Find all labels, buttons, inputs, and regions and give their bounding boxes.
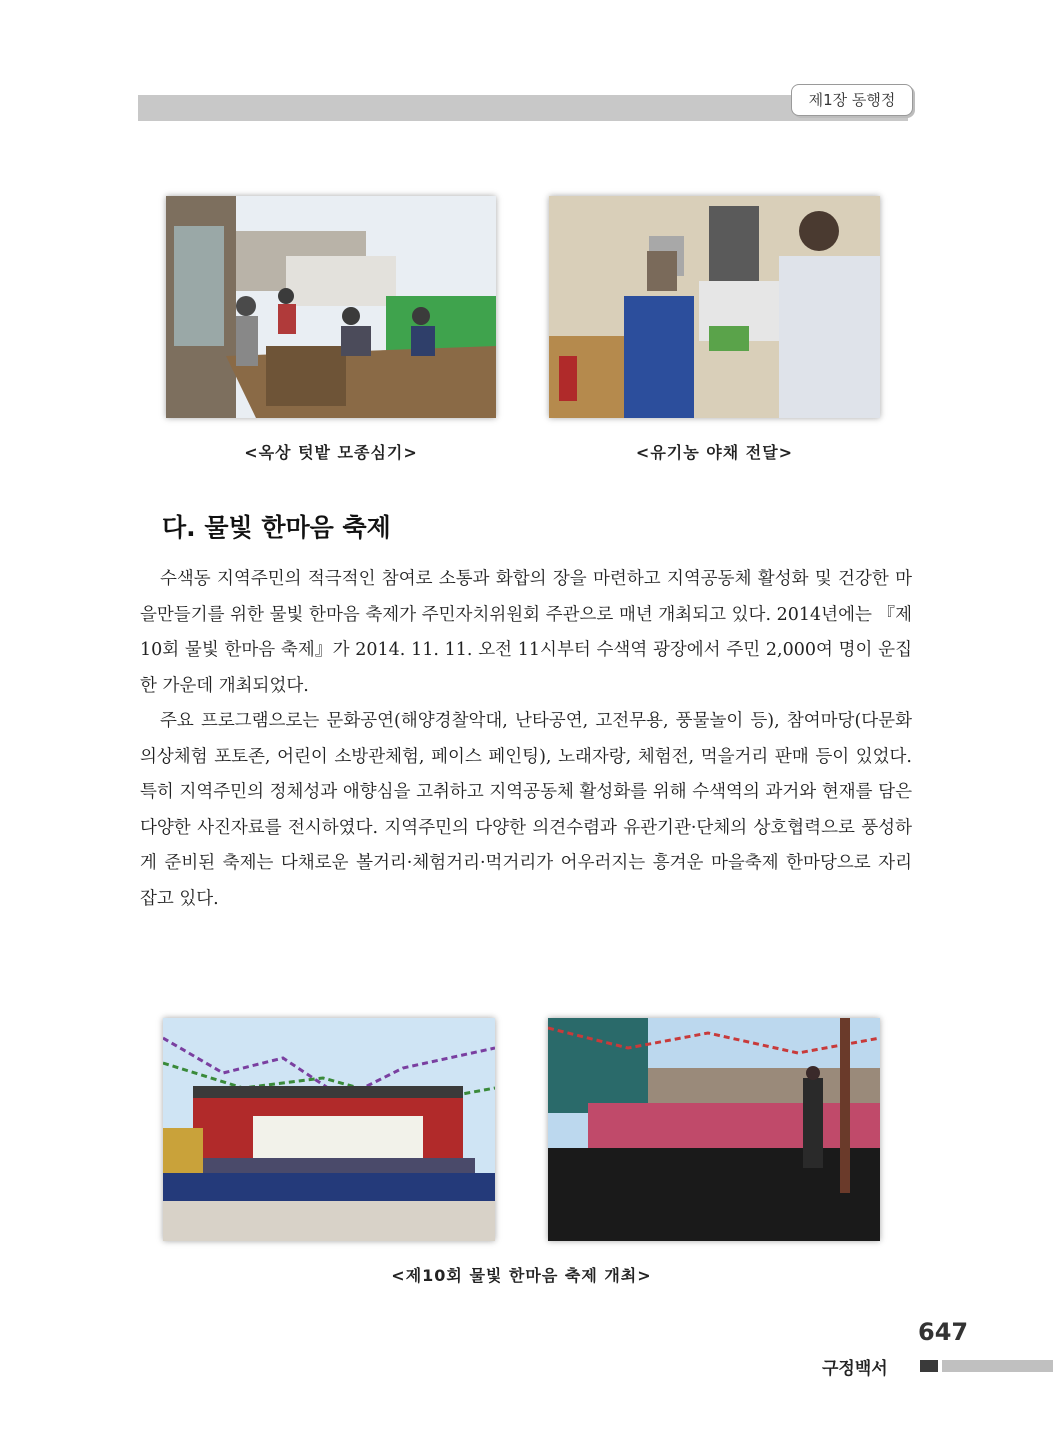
photo-festival-stage [163, 1018, 495, 1241]
page-number: 647 [918, 1318, 969, 1346]
photo-vegetable-delivery [549, 196, 880, 418]
footer-bar [942, 1360, 1053, 1372]
chapter-tab: 제1장 동행정 [791, 84, 913, 116]
caption-vegetable-delivery: <유기농 야채 전달> [635, 443, 794, 462]
photo-festival-crowd [548, 1018, 880, 1241]
caption-rooftop-garden: <옥상 텃밭 모종심기> [244, 443, 418, 462]
paragraph-2: 주요 프로그램으로는 문화공연(해양경찰악대, 난타공연, 고전무용, 풍물놀이 등), 참여마당(다문화의상체험 포토존, 어린이 소방관체험, 페이스 페인팅), 노래자랑, 체험전, 먹을거리 판매 등이 있었다. 특히 지역주민의 정체성과 애향심을 고취하고 지역공동체 활성화를 위해 수색역의 과거와 현재를 담은 다양한 사진자료를 전시하였다. 지역주민의 다양한 의견수렴과 유관기관·단체의 상호협력으로 풍성하게 준비된 축제는 다채로운 볼거리·체험거리·먹거리가 어우러지는 흥겨운 마을축제 한마당으로 자리 잡고 있다. [140, 711, 912, 909]
paragraph-1: 수색동 지역주민의 적극적인 참여로 소통과 화합의 장을 마련하고 지역공동체 활성화 및 건강한 마을만들기를 위한 물빛 한마음 축제가 주민자치위원회 주관으로 매년 개최되고 있다. 2014년에는 『제10회 물빛 한마음 축제』가 2014. 11. 11. 오전 11시부터 수색역 광장에서 주민 2,000여 명이 운집한 가운데 개최되었다. [140, 569, 912, 696]
photo-rooftop-garden [166, 196, 496, 418]
caption-festival: <제10회 물빛 한마음 축제 개최> [391, 1266, 652, 1285]
body-text [140, 562, 912, 917]
book-title: 구정백서 [822, 1359, 888, 1379]
footer-square [920, 1360, 938, 1372]
section-title: 다. 물빛 한마음 축제 [162, 513, 391, 542]
